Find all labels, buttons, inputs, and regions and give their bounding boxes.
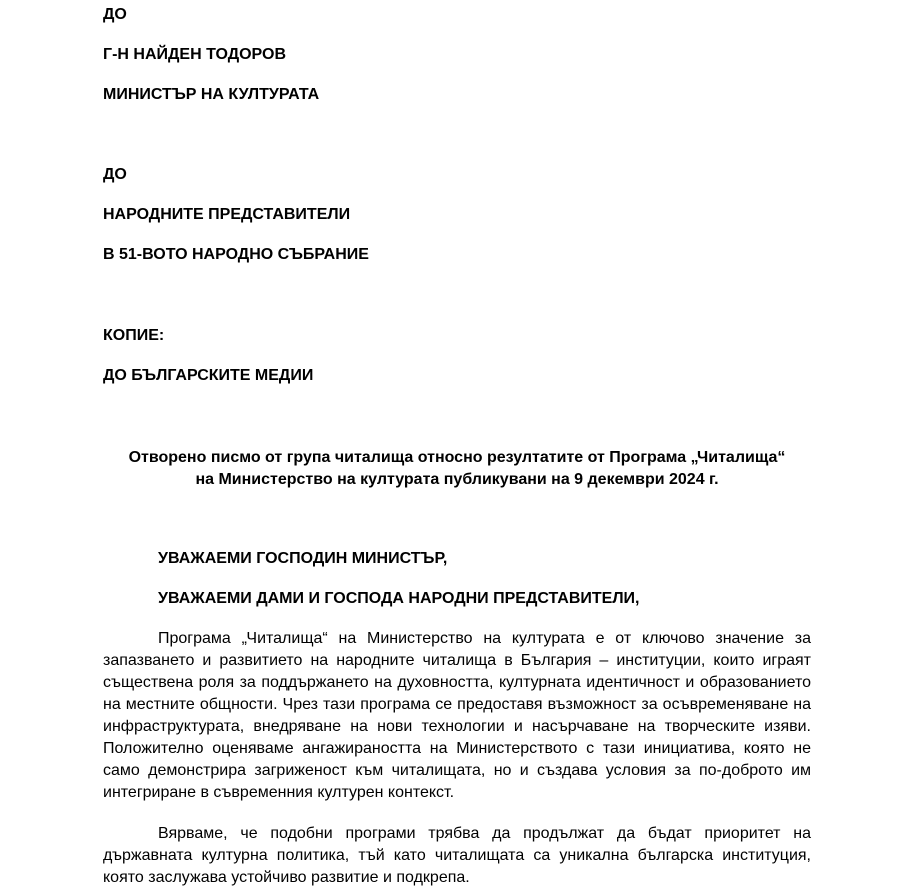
recipient-minister-position: МИНИСТЪР НА КУЛТУРАТА [103,86,320,103]
salutation-minister: УВАЖАЕМИ ГОСПОДИН МИНИСТЪР, [158,550,448,567]
recipient-to-label: ДО [103,6,127,23]
body-paragraph: Вярваме, че подобни програми трябва да продължат да бъдат приоритет на държавната културна политика, тъй като читалищата са уникална българска институция, която заслужава устойчиво развитие и подкрепа. [103,825,811,886]
letter-title-line: Отворено писмо от група читалища относно резултатите от Програма „Читалища“ [128,449,786,466]
letter-title [100,447,814,491]
copy-label: КОПИЕ: [103,327,165,344]
recipient-to-label: ДО [103,166,127,183]
recipient-representatives: НАРОДНИТЕ ПРЕДСТАВИТЕЛИ [103,206,351,223]
salutation-representatives: УВАЖАЕМИ ДАМИ И ГОСПОДА НАРОДНИ ПРЕДСТАВИТЕЛИ, [158,590,640,607]
recipient-parliament: В 51-ВОТО НАРОДНО СЪБРАНИЕ [103,246,369,263]
recipient-media: ДО БЪЛГАРСКИТЕ МЕДИИ [103,367,314,384]
letter-title-line: на Министерство на културата публикувани на 9 декември 2024 г. [195,471,719,488]
recipient-minister-name: Г-Н НАЙДЕН ТОДОРОВ [103,46,286,63]
body-paragraph: Програма „Читалища“ на Министерство на културата е от ключово значение за запазването и развитието на народните читалища в България – институции, които играят съществена роля за поддържането на духовността, културната идентичност и образованието на местните общности. Чрез тази програма се предоставя възможност за осъвременяване на инфраструктурата, внедряване на нови технологии и насърчаване на творческите изяви. Положително оценяваме ангажираността на Министерството с тази инициатива, която не само демонстрира загриженост към читалищата, но и създава условия за по-доброто им интегриране в съвременния културен контекст. [103,630,811,801]
